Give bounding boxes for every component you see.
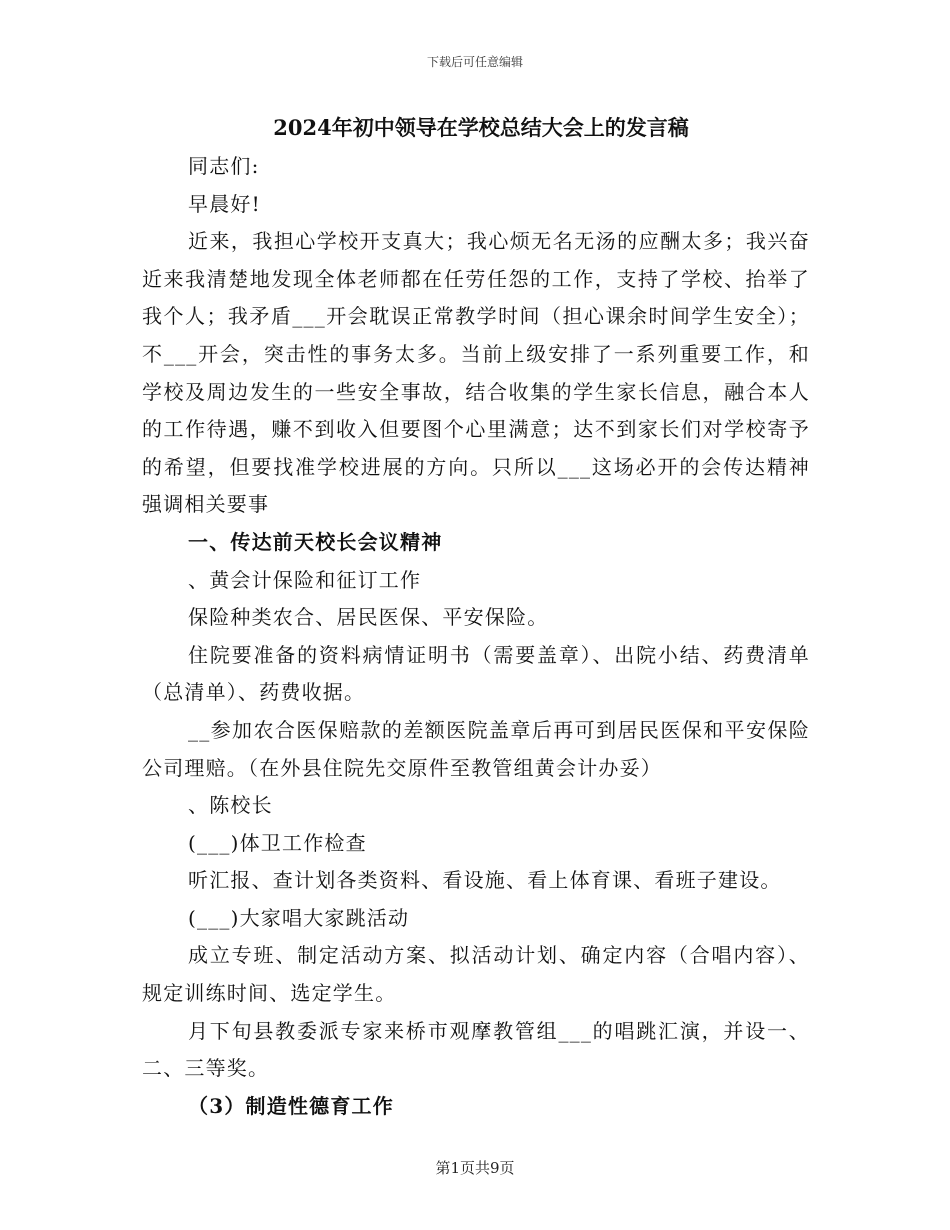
paragraph: (___)大家唱大家跳活动 xyxy=(188,905,410,930)
header-note: 下载后可任意编辑 xyxy=(426,55,523,69)
paragraph: 保险种类农合、居民医保、平安保险。 xyxy=(188,605,549,630)
section-heading: （3）制造性德育工作 xyxy=(188,1093,394,1118)
paragraph: 、黄会计保险和征订工作 xyxy=(188,567,422,592)
paragraph: 、陈校长 xyxy=(188,793,273,818)
page-footer: 第1页共9页 xyxy=(435,1159,515,1177)
paragraph: 听汇报、查计划各类资料、看设施、看上体育课、看班子建设。 xyxy=(188,868,782,893)
paragraph: __参加农合医保赔款的差额医院盖章后再可到居民医保和平安保险公司理赔。（在外县住院先交原件至教管组黄会计办妥） xyxy=(142,717,810,780)
paragraph: 月下旬县教委派专家来桥市观摩教管组___的唱跳汇演，并设一、二、三等奖。 xyxy=(142,1018,810,1081)
document-body xyxy=(142,110,810,1125)
paragraph: 成立专班、制定活动方案、拟活动计划、确定内容（合唱内容）、规定训练时间、选定学生。 xyxy=(142,943,810,1006)
document-title: 2024年初中领导在学校总结大会上的发言稿 xyxy=(273,115,689,140)
paragraph: 同志们: xyxy=(188,154,260,178)
paragraph: 近来，我担心学校开支真大；我心烦无名无汤的应酬太多；我兴奋近来我清楚地发现全体老师都在任劳任怨的工作，支持了学校、抬举了我个人；我矛盾___开会耽误正常教学时间（担心课余时间学生安全）；不___开会，突击性的事务太多。当前上级安排了一系列重要工作，和学校及周边发生的一些安全事故，结合收集的学生家长信息，融合本人的工作待遇，赚不到收入但要图个心里满意；达不到家长们对学校寄予的希望，但要找准学校进展的方向。只所以___这场必开的会传达精神强调相关要事 xyxy=(142,229,810,517)
paragraph: (___)体卫工作检查 xyxy=(188,830,367,855)
paragraph: 早晨好! xyxy=(188,191,261,216)
paragraph: 住院要准备的资料病情证明书（需要盖章）、出院小结、药费清单（总清单）、药费收据。 xyxy=(142,642,810,705)
section-heading: 一、传达前天校长会议精神 xyxy=(188,529,443,554)
